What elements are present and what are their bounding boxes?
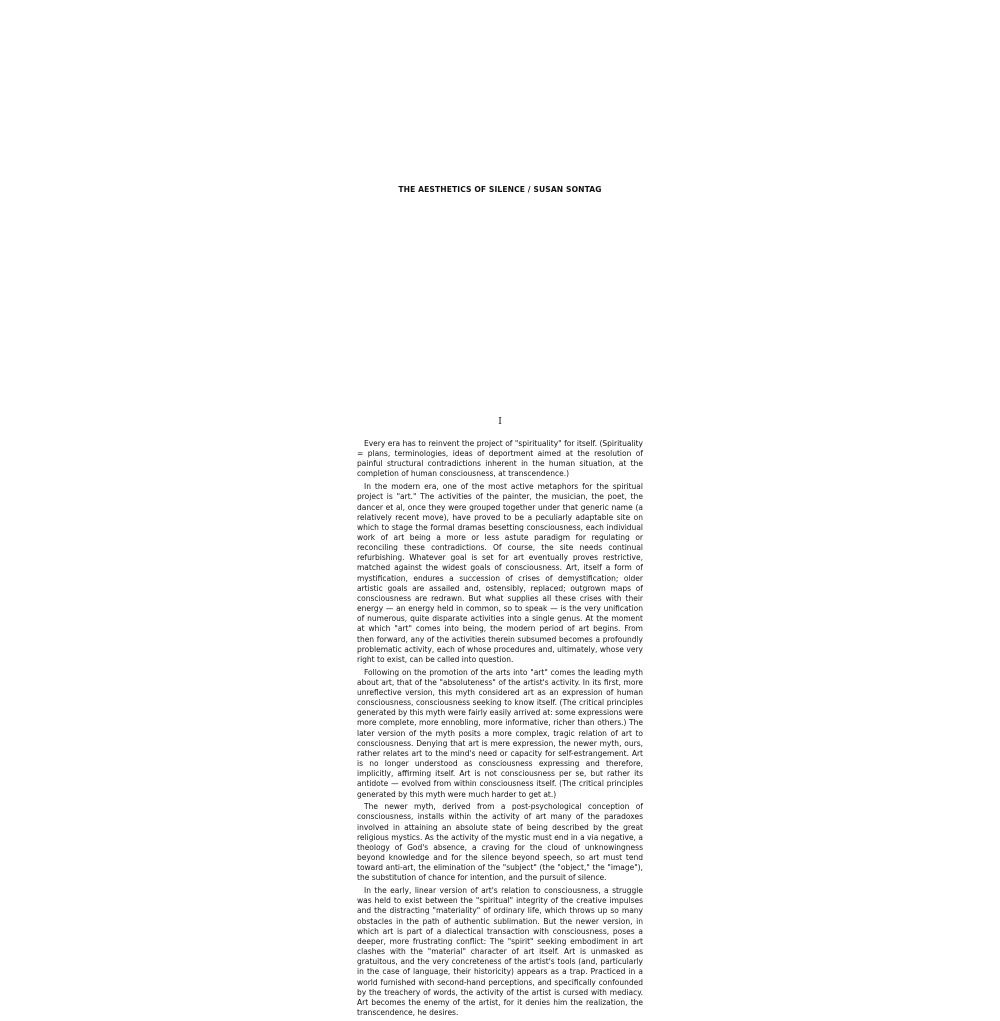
- section-number: I: [498, 417, 502, 427]
- body-text: [357, 439, 643, 1021]
- paragraph-2: In the modern era, one of the most active metaphors for the spiritual project is "art." The activities of the painter, the musician, the poet, the dancer et al, once they were grouped together under that generic name (a relatively recent move), have proved to be a peculiarly adaptable site on which to stage the formal dramas besetting consciousness, each individual work of art being a more or less astute paradigm for regulating or reconciling these contradictions. Of course, the site needs continual refurbishing. Whatever goal is set for art eventually proves restrictive, matched against the widest goals of consciousness. Art, itself a form of mystification, endures a succession of crises of demystification; older artistic goals are assailed and, ostensibly, replaced; outgrown maps of consciousness are redrawn. But what supplies all these crises with their energy — an energy held in common, so to speak — is the very unification of numerous, quite disparate activities into a single genus. At the moment at which "art" comes into being, the modern period of art begins. From then forward, any of the activities therein subsumed becomes a profoundly problematic activity, each of whose procedures and, ultimately, whose very right to exist, can be called into question.: [357, 482, 643, 664]
- paragraph-4: The newer myth, derived from a post-psychological conception of consciousness, installs within the activity of art many of the paradoxes involved in attaining an absolute state of being described by the great religious mystics. As the activity of the mystic must end in a via negative, a theology of God's absence, a craving for the cloud of unknowingness beyond knowledge and for the silence beyond speech, so art must tend toward anti-art, the elimination of the "subject" (the "object," the "image"), the substitution of chance for intention, and the pursuit of silence.: [357, 802, 643, 883]
- page-title: THE AESTHETICS OF SILENCE / SUSAN SONTAG: [398, 185, 602, 194]
- paragraph-5: In the early, linear version of art's relation to consciousness, a struggle was held to exist between the "spiritual" integrity of the creative impulses and the distracting "materiality" of ordinary life, which throws up so many obstacles in the path of authentic sublimation. But the newer version, in which art is part of a dialectical transaction with consciousness, poses a deeper, more frustrating conflict: The "spirit" seeking embodiment in art clashes with the "material" character of art itself. Art is unmasked as gratuitous, and the very concreteness of the artist's tools (and, particularly in the case of language, their historicity) appears as a trap. Practiced in a world furnished with second-hand perceptions, and specifically confounded by the treachery of words, the activity of the artist is cursed with mediacy. Art becomes the enemy of the artist, for it denies him the realization, the transcendence, he desires.: [357, 886, 643, 1017]
- paragraph-3: Following on the promotion of the arts into "art" comes the leading myth about art, that of the "absoluteness" of the artist's activity. In its first, more unreflective version, this myth considered art as an expression of human consciousness, consciousness seeking to know itself. (The critical principles generated by this myth were fairly easily arrived at: some expressions were more complete, more ennobling, more informative, richer than others.) The later version of the myth posits a more complex, tragic relation of art to consciousness. Denying that art is mere expression, the newer myth, ours, rather relates art to the mind's need or capacity for self-estrangement. Art is no longer understood as consciousness expressing and therefore, implicitly, affirming itself. Art is not consciousness per se, but rather its antidote — evolved from within consciousness itself. (The critical principles generated by this myth were much harder to get at.): [357, 667, 643, 799]
- paragraph-1: Every era has to reinvent the project of "spirituality" for itself. (Spirituality = plans, terminologies, ideas of deportment aimed at the resolution of painful structural contradictions inherent in the human situation, at the completion of human consciousness, at transcendence.): [357, 439, 643, 479]
